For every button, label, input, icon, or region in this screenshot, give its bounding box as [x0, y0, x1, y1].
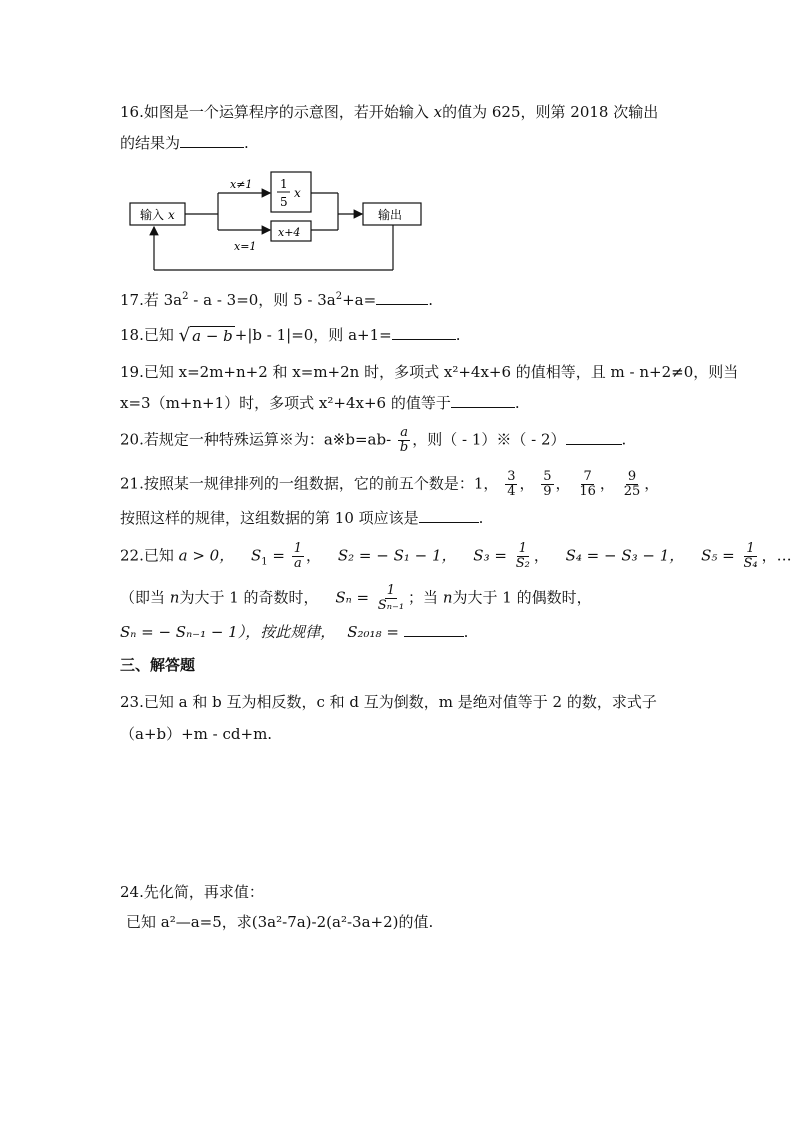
- frac-num: 1: [518, 541, 527, 556]
- frac-den: b: [399, 440, 409, 455]
- cond-top: x≠1: [230, 178, 253, 191]
- q16-text-b: 的值为 625，则第 2018 次输出: [442, 103, 659, 121]
- q22-cond: a > 0，: [178, 546, 235, 565]
- q21-end: .: [478, 509, 484, 527]
- q16-line2: [120, 133, 249, 153]
- q22-dots: ，…: [761, 546, 792, 565]
- fraction: [398, 426, 410, 455]
- q22-lead: 22.已知: [120, 546, 179, 565]
- q21-line1: [120, 470, 659, 499]
- frac-num: 1: [280, 177, 288, 191]
- q22-l3a: Sₙ = − Sₙ₋₁ − 1），按此规律，: [120, 623, 336, 641]
- q16-var: x: [433, 103, 443, 121]
- q20: [120, 426, 626, 455]
- q22-l2a: （即当: [120, 588, 170, 607]
- q22-l2b: 为大于 1 的奇数时，: [179, 588, 319, 607]
- frac-den: 9: [543, 484, 552, 499]
- separator: ，: [555, 474, 571, 493]
- cond-bottom: x=1: [234, 240, 257, 253]
- frac-num: 9: [627, 469, 637, 484]
- q21-a: 21.按照某一规律排列的一组数据，它的前五个数是：1，: [120, 474, 499, 493]
- q22-s1-sub: 1: [261, 556, 268, 568]
- frac-num: 1: [293, 541, 303, 556]
- input-label: 输入: [140, 208, 165, 222]
- q18-radicand: a − b: [192, 327, 233, 345]
- q17: [120, 290, 433, 310]
- frac-den: 5: [280, 195, 288, 209]
- q19-b: x=3（m+n+1）时，多项式 x²+4x+6 的值等于: [120, 394, 451, 412]
- fraction: [577, 470, 598, 499]
- fraction: [514, 542, 532, 571]
- q17-b: - a - 3=0，则 5 - 3a: [188, 291, 336, 309]
- q19-line1: 19.已知 x=2m+n+2 和 x=m+2n 时，多项式 x²+4x+6 的值相等，且 m - n+2≠0，则当: [120, 363, 739, 381]
- frac-den: 4: [507, 484, 516, 499]
- q19-end: .: [514, 394, 520, 412]
- q20-b: ，则（ - 1）※（ - 2）: [412, 430, 566, 449]
- answer-blank[interactable]: [404, 622, 464, 637]
- output-label: 输出: [378, 208, 403, 222]
- frac-num: 1: [746, 541, 755, 556]
- q17-a: 17.若 3a: [120, 291, 183, 309]
- answer-blank[interactable]: [392, 325, 456, 340]
- q18-b: +|b - 1|=0，则 a+1=: [234, 326, 392, 344]
- answer-blank[interactable]: [451, 393, 515, 408]
- q22-n: n: [169, 588, 180, 607]
- q16-end: .: [244, 134, 249, 152]
- q22-n: n: [442, 588, 453, 607]
- separator: ，: [644, 474, 660, 493]
- q18-end: .: [455, 326, 461, 344]
- q16-text-a: 16.如图是一个运算程序的示意图，若开始输入: [120, 103, 434, 121]
- frac-den: a: [294, 556, 302, 571]
- separator: ，: [599, 474, 615, 493]
- q24-line2: 已知 a²—a=5，求(3a²-7a)-2(a²-3a+2)的值.: [126, 913, 434, 931]
- answer-blank[interactable]: [419, 508, 479, 523]
- q20-a: 20.若规定一种特殊运算※为：a※b=ab-: [120, 430, 396, 449]
- q24-line1: 24.先化简，再求值：: [120, 883, 264, 901]
- separator: ，: [519, 474, 535, 493]
- q22-s2: S₂ = − S₁ − 1，: [337, 546, 457, 565]
- q22-l2c: Sₙ =: [335, 588, 374, 607]
- frac-den: 25: [623, 484, 641, 499]
- q22-s5: S₅ =: [701, 546, 740, 565]
- q16-line1: [120, 102, 658, 122]
- frac-num: 5: [543, 469, 552, 484]
- q22-l3b: S₂₀₁₈ =: [347, 623, 404, 641]
- q22-s1-eq: =: [267, 546, 290, 565]
- sqrt-expression: √ a − b: [178, 325, 233, 346]
- frac-num: 1: [386, 583, 396, 598]
- q18-a: 18.已知: [120, 326, 179, 344]
- fraction: [292, 542, 304, 571]
- fraction: [541, 470, 553, 499]
- q21-line2: [120, 508, 483, 528]
- q17-sup1: 2: [182, 291, 189, 302]
- plus-label: x+4: [278, 226, 301, 239]
- q19-line2: [120, 393, 520, 413]
- answer-blank[interactable]: [180, 133, 244, 148]
- frac-num: 7: [583, 469, 592, 484]
- frac-num: a: [400, 425, 408, 440]
- frac-den: S₂: [515, 556, 530, 571]
- q22-line2: [120, 584, 592, 613]
- frac-num: 3: [507, 469, 516, 484]
- flowchart-diagram: [118, 166, 428, 276]
- q22-line3: [120, 622, 468, 642]
- frac-den: S₄: [743, 556, 758, 571]
- q20-end: .: [621, 430, 627, 449]
- frac-den: Sₙ₋₁: [377, 598, 405, 613]
- q22-s4: S₄ = − S₃ − 1，: [565, 546, 685, 565]
- answer-blank[interactable]: [566, 430, 622, 445]
- answer-blank[interactable]: [376, 290, 428, 305]
- q18: [120, 325, 460, 346]
- q22-end: .: [463, 623, 469, 641]
- q23-line2: （a+b）+m - cd+m.: [120, 725, 273, 743]
- frac-den: 16: [579, 484, 596, 499]
- section-heading: 三、解答题: [120, 656, 196, 674]
- q17-c: +a=: [342, 291, 377, 309]
- fraction: [622, 470, 643, 499]
- input-var: x: [168, 208, 175, 222]
- q16-text-c: 的结果为: [120, 134, 181, 152]
- q22-l2d: ；当: [408, 588, 443, 607]
- q22-l2e: 为大于 1 的偶数时，: [452, 588, 592, 607]
- frac-var: x: [294, 186, 301, 200]
- fraction: [741, 542, 759, 571]
- q22-s3: S₃ =: [473, 546, 512, 565]
- q21-b: 按照这样的规律，这组数据的第 10 项应该是: [120, 509, 419, 527]
- q17-end: .: [428, 291, 433, 309]
- q23-line1: 23.已知 a 和 b 互为相反数，c 和 d 互为倒数，m 是绝对值等于 2 的数，求式子: [120, 693, 657, 711]
- fraction: [376, 584, 406, 613]
- fraction: [505, 470, 517, 499]
- q22-line1: 22.已知 a > 0， $S_1$ = $\frac{1}{a}$ ， S₂ = − S₁ − 1， S₃ = $\frac{1}{\text{S₂}}$ ， S₄ = − S₃ − 1， S₅ = $\frac{1}{\text{S₄}}$ ，…: [120, 541, 792, 571]
- q22-s1: S: [251, 546, 262, 565]
- q17-sup2: 2: [335, 291, 343, 302]
